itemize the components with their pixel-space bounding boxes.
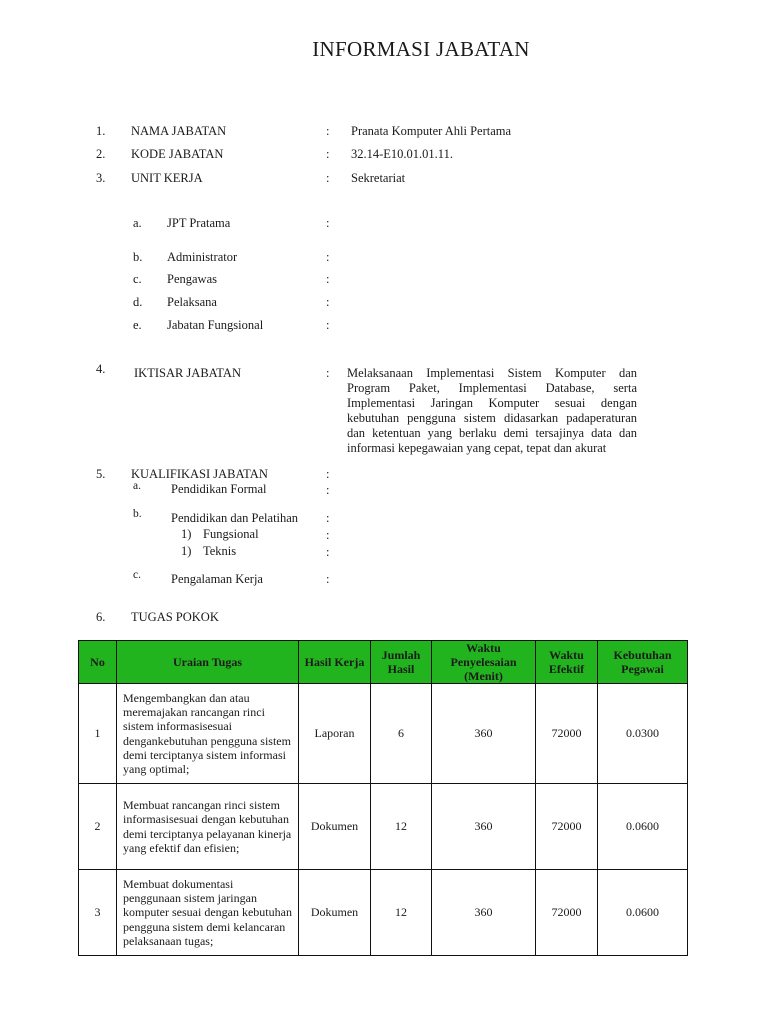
header-hasil-kerja: Hasil Kerja [299, 641, 371, 684]
sub-letter: a. [133, 480, 141, 492]
sub-letter: e. [133, 318, 142, 332]
header-jumlah-hasil: Jumlah Hasil [371, 641, 432, 684]
sub-colon: : [326, 318, 330, 332]
field-label: KUALIFIKASI JABATAN [131, 467, 268, 481]
cell-hasil: Laporan [299, 684, 371, 784]
field-number: 5. [96, 467, 106, 481]
cell-kebutuhan: 0.0600 [598, 870, 688, 956]
field-colon: : [326, 171, 330, 185]
subsub-number: 1) [181, 544, 192, 558]
sub-label: Pengalaman Kerja [171, 572, 263, 586]
field-colon: : [326, 366, 330, 380]
sub-colon: : [326, 528, 330, 542]
field-value: Sekretariat [351, 171, 406, 185]
cell-no: 2 [79, 784, 117, 870]
sub-label: Pendidikan Formal [171, 482, 267, 496]
table-row [79, 870, 688, 956]
subsub-label: Fungsional [203, 527, 259, 541]
sub-letter: a. [133, 216, 142, 230]
field-colon: : [326, 147, 330, 161]
cell-hasil: Dokumen [299, 870, 371, 956]
sub-label: Pendidikan dan Pelatihan [171, 511, 299, 525]
cell-efektif: 72000 [536, 870, 598, 956]
cell-jumlah: 6 [371, 684, 432, 784]
cell-kebutuhan: 0.0600 [598, 784, 688, 870]
cell-uraian: Membuat rancangan rinci sistem informasisesuai dengan kebutuhan demi terciptanya pelayanan kinerja yang efektif dan efisien; [117, 784, 299, 870]
field-number: 3. [96, 171, 106, 185]
cell-hasil: Dokumen [299, 784, 371, 870]
cell-waktu: 360 [432, 870, 536, 956]
cell-jumlah: 12 [371, 784, 432, 870]
sub-colon: : [326, 272, 330, 286]
table-row [79, 784, 688, 870]
cell-uraian: Mengembangkan dan atau meremajakan rancangan rinci sistem informasisesuai dengankebutuhan pengguna sistem demi terciptanya sistem informasi yang optimal; [117, 684, 299, 784]
sub-colon: : [326, 295, 330, 309]
field-label: UNIT KERJA [131, 171, 203, 185]
sub-label: JPT Pratama [167, 216, 231, 230]
field-colon: : [326, 467, 330, 481]
subsub-label: Teknis [203, 544, 237, 558]
cell-no: 1 [79, 684, 117, 784]
header-uraian-tugas: Uraian Tugas [117, 641, 299, 684]
sub-colon: : [326, 572, 330, 586]
field-number: 1. [96, 124, 106, 138]
sub-colon: : [326, 511, 330, 525]
tugas-table [78, 640, 688, 956]
sub-colon: : [326, 483, 330, 497]
field-number: 2. [96, 147, 106, 161]
cell-waktu: 360 [432, 784, 536, 870]
field-label: TUGAS POKOK [131, 610, 219, 624]
sub-colon: : [326, 545, 330, 559]
table-header-row [79, 641, 688, 684]
header-waktu-efektif: Waktu Efektif [536, 641, 598, 684]
cell-no: 3 [79, 870, 117, 956]
table-row [79, 684, 688, 784]
header-kebutuhan-pegawai: Kebutuhan Pegawai [598, 641, 688, 684]
cell-efektif: 72000 [536, 784, 598, 870]
field-value: Pranata Komputer Ahli Pertama [351, 124, 512, 138]
field-label: NAMA JABATAN [131, 124, 227, 138]
sub-colon: : [326, 216, 330, 230]
subsub-number: 1) [181, 527, 192, 541]
sub-label: Pelaksana [167, 295, 217, 309]
sub-letter: c. [133, 272, 142, 286]
sub-label: Jabatan Fungsional [167, 318, 264, 332]
sub-label: Pengawas [167, 272, 217, 286]
sub-letter: b. [133, 508, 142, 520]
cell-efektif: 72000 [536, 684, 598, 784]
field-colon: : [326, 124, 330, 138]
field-number: 6. [96, 610, 106, 624]
sub-letter: d. [133, 295, 143, 309]
iktisar-text: Melaksanaan Implementasi Sistem Komputer dan Program Paket, Implementasi Database, serta Implementasi Jaringan Komputer sesuai dengan kebutuhan pengguna sistem didasarkan padaperaturan dan ketentuan yang berlaku demi tersajinya data dan informasi kepegawaian yang cepat, tepat dan akurat [347, 366, 637, 455]
cell-jumlah: 12 [371, 870, 432, 956]
header-waktu-penyelesaian: Waktu Penyelesaian (Menit) [432, 641, 536, 684]
cell-waktu: 360 [432, 684, 536, 784]
sub-letter: b. [133, 250, 143, 264]
field-value: 32.14-E10.01.01.11. [351, 147, 453, 161]
cell-kebutuhan: 0.0300 [598, 684, 688, 784]
cell-uraian: Membuat dokumentasi penggunaan sistem jaringan komputer sesuai dengan kebutuhan pengguna sistem demi kelancaran pelaksanaan tugas; [117, 870, 299, 956]
sub-label: Administrator [167, 250, 238, 264]
sub-colon: : [326, 250, 330, 264]
sub-letter: c. [133, 569, 141, 581]
header-no: No [79, 641, 117, 684]
page-title: INFORMASI JABATAN [312, 37, 530, 61]
field-label: IKTISAR JABATAN [134, 366, 241, 380]
field-number: 4. [96, 362, 106, 376]
field-label: KODE JABATAN [131, 147, 224, 161]
